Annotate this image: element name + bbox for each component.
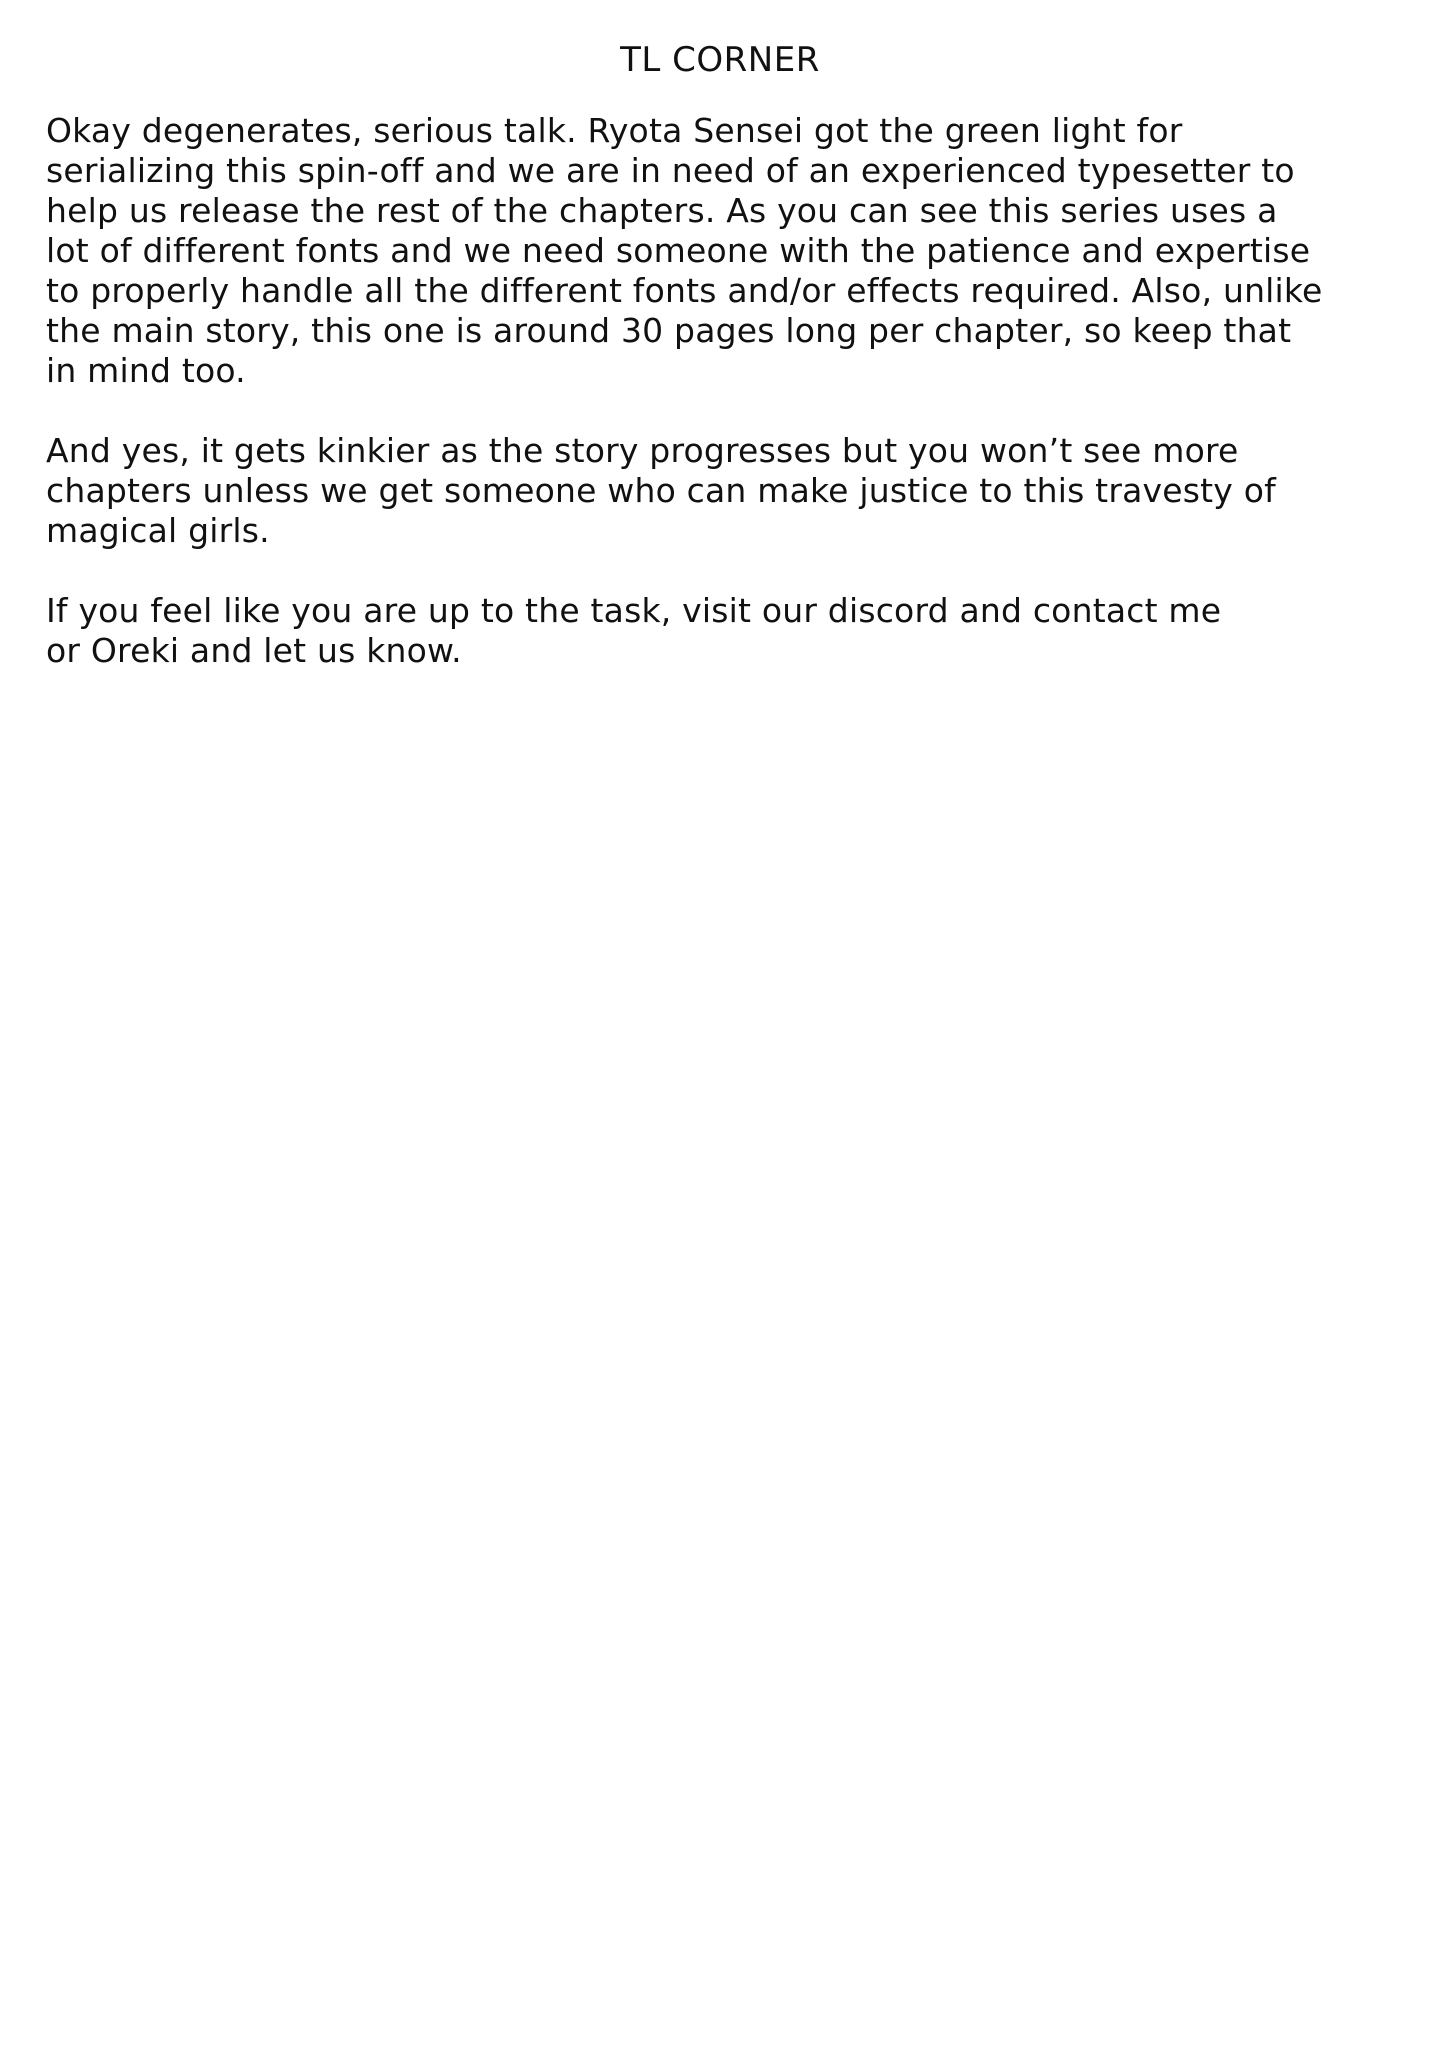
paragraph-typesetter-request bbox=[46, 111, 1406, 391]
paragraph-line: to properly handle all the different fonts and/or effects required. Also, unlike bbox=[46, 271, 1323, 310]
paragraph-line: chapters unless we get someone who can make justice to this travesty of bbox=[46, 471, 1276, 510]
paragraph-line: And yes, it gets kinkier as the story progresses but you won’t see more bbox=[46, 431, 1239, 470]
paragraph-line: serializing this spin-off and we are in need of an experienced typesetter to bbox=[46, 151, 1295, 190]
paragraph-line: or Oreki and let us know. bbox=[46, 631, 462, 670]
paragraph-line: help us release the rest of the chapters. As you can see this series uses a bbox=[46, 191, 1278, 230]
paragraph-line: the main story, this one is around 30 pages long per chapter, so keep that bbox=[46, 311, 1292, 350]
paragraph-line: magical girls. bbox=[46, 511, 270, 550]
paragraph-line: If you feel like you are up to the task, visit our discord and contact me bbox=[46, 591, 1222, 630]
page-title: TL CORNER bbox=[620, 40, 820, 80]
paragraph-line: Okay degenerates, serious talk. Ryota Sensei got the green light for bbox=[46, 111, 1183, 150]
paragraph-contact bbox=[46, 591, 1406, 671]
paragraph-more-chapters bbox=[46, 431, 1406, 551]
paragraph-line: in mind too. bbox=[46, 351, 246, 390]
paragraph-line: lot of different fonts and we need someone with the patience and expertise bbox=[46, 231, 1311, 270]
